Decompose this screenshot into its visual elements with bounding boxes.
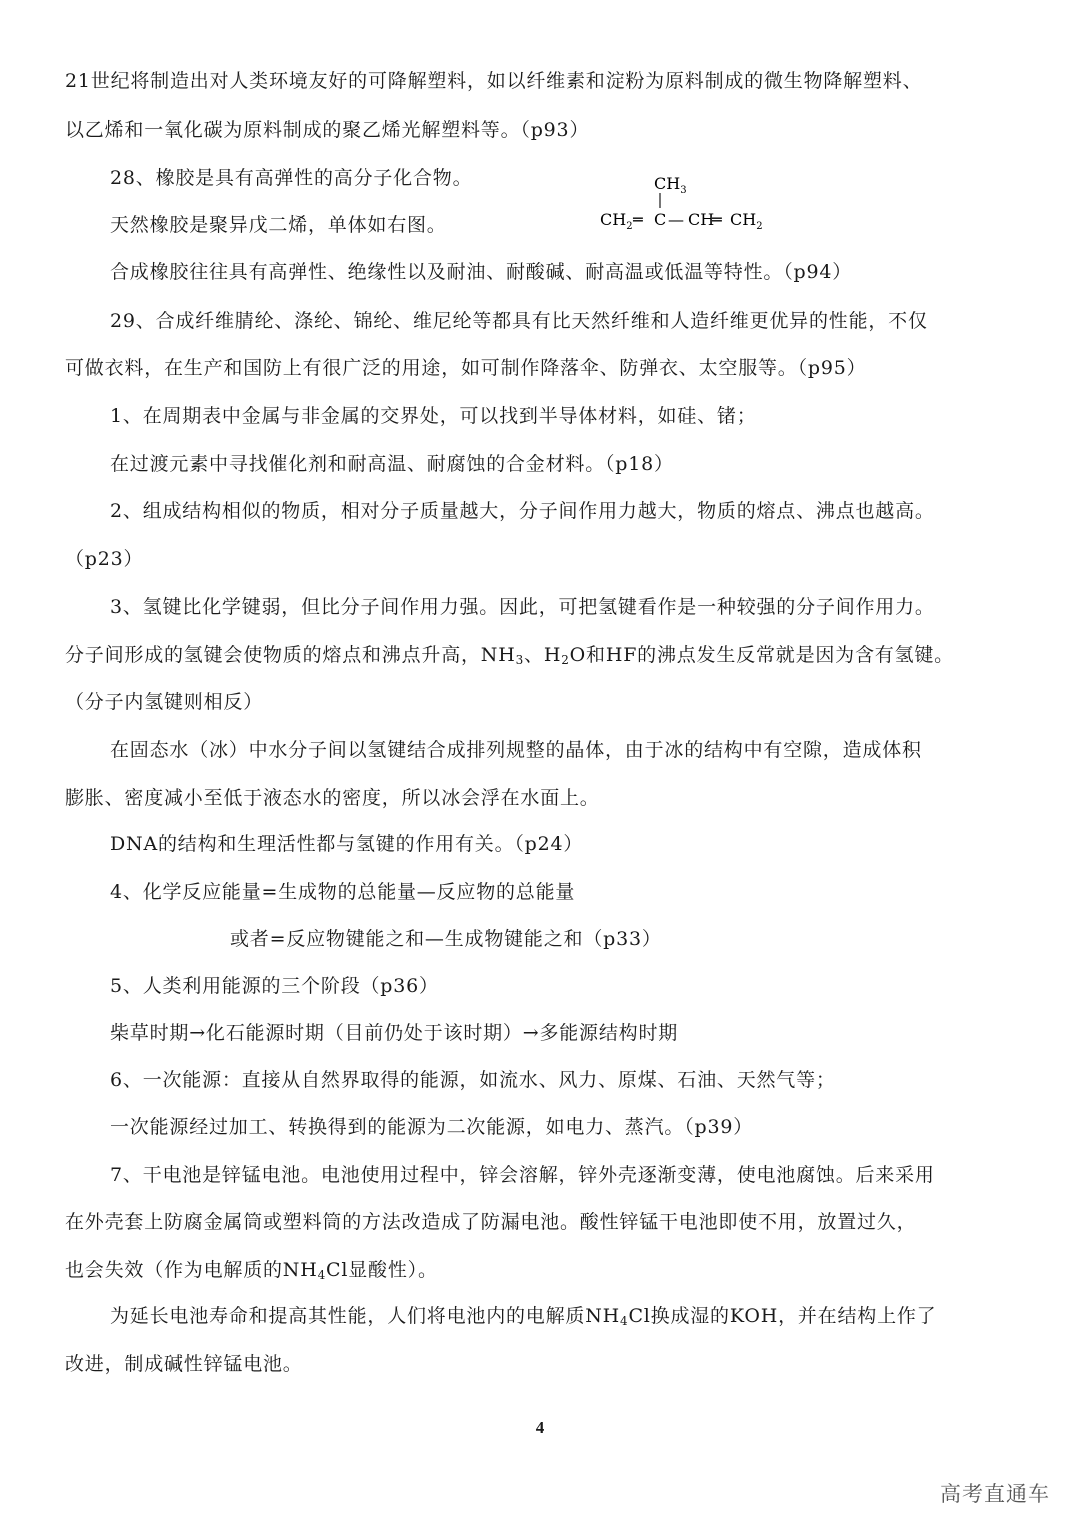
text-line-plastics: 21世纪将制造出对人类环境友好的可降解塑料，如以纤维素和淀粉为原料制成的微生物降解塑料、 xyxy=(65,70,923,92)
ch-group: CH xyxy=(688,210,715,229)
text-line-reaction-energy: 4、化学反应能量=生成物的总能量—反应物的总能量 xyxy=(110,881,576,903)
text-line-dry-battery-nh4cl: 也会失效（作为电解质的$NH_4Cl$显酸性）。 xyxy=(65,1259,438,1282)
double-bond-1: ═ xyxy=(633,210,643,229)
watermark: 高考直通车 xyxy=(940,1482,1050,1506)
text-line-semiconductors: 1、在周期表中金属与非金属的交界处，可以找到半导体材料，如硅、锗； xyxy=(110,405,757,427)
isoprene-structure xyxy=(598,170,768,240)
text-line-intramolecular: （分子内氢键则相反） xyxy=(65,691,264,713)
text-line-secondary-energy: 一次能源经过加工、转换得到的能源为二次能源，如电力、蒸汽。（p39） xyxy=(110,1116,754,1138)
text-line-alkaline: 为延长电池寿命和提高其性能，人们将电池内的电解质$NH_4Cl$换成湿的KOH，并在结构上作了 xyxy=(110,1305,937,1328)
text-line-hydrogen-bond: 3、氢键比化学键弱，但比分子间作用力强。因此，可把氢键看作是一种较强的分子间作用力。 xyxy=(110,596,935,618)
text-line-fibers: 29、合成纤维腈纶、涤纶、锦纶、维尼纶等都具有比天然纤维和人造纤维更优异的性能，不仅 xyxy=(110,310,928,332)
text-line-catalysts: 在过渡元素中寻找催化剂和耐高温、耐腐蚀的合金材料。（p18） xyxy=(110,453,674,475)
text-line-alkaline-cont: 改进，制成碱性锌锰电池。 xyxy=(65,1353,303,1375)
text-line-dna: DNA的结构和生理活性都与氢键的作用有关。（p24） xyxy=(110,833,584,855)
carbon-atom: C xyxy=(654,210,667,229)
page-number: 4 xyxy=(535,1418,545,1437)
text-line-natural-rubber: 天然橡胶是聚异戊二烯，单体如右图。 xyxy=(110,214,447,236)
ch3-group: $CH_3$ xyxy=(654,174,687,196)
text-line-dry-battery-cont: 在外壳套上防腐金属筒或塑料筒的方法改造成了防漏电池。酸性锌锰干电池即使不用，放置过久， xyxy=(65,1211,917,1233)
text-line-energy-stages-list: 柴草时期→化石能源时期（目前仍处于该时期）→多能源结构时期 xyxy=(110,1022,679,1044)
double-bond-2: ═ xyxy=(712,210,722,229)
text-line-p23: （p23） xyxy=(65,548,144,570)
text-line-fibers-cont: 可做衣料，在生产和国防上有很广泛的用途，如可制作降落伞、防弹衣、太空服等。（p95） xyxy=(65,357,867,379)
text-line-energy-stages: 5、人类利用能源的三个阶段（p36） xyxy=(110,975,439,997)
text-line-dry-battery: 7、干电池是锌锰电池。电池使用过程中，锌会溶解，锌外壳逐渐变薄，使电池腐蚀。后来采用 xyxy=(110,1164,935,1186)
single-bond: — xyxy=(668,210,684,229)
text-line-rubber-heading: 28、橡胶是具有高弹性的高分子化合物。 xyxy=(110,167,473,189)
text-line-synthetic-rubber: 合成橡胶往往具有高弹性、绝缘性以及耐油、耐酸碱、耐高温或低温等特性。（p94） xyxy=(110,261,853,283)
text-line-primary-energy: 6、一次能源：直接从自然界取得的能源，如流水、风力、原煤、石油、天然气等； xyxy=(110,1069,836,1091)
ch2-left: $CH_2$ xyxy=(600,210,633,232)
text-line-melting-points: 2、组成结构相似的物质，相对分子质量越大，分子间作用力越大，物质的熔点、沸点也越高。 xyxy=(110,500,935,522)
ch2-right: $CH_2$ xyxy=(730,210,763,232)
text-line-plastics-cont: 以乙烯和一氧化碳为原料制成的聚乙烯光解塑料等。（p93） xyxy=(65,119,590,141)
text-line-ice-cont: 膨胀、密度减小至低于液态水的密度，所以冰会浮在水面上。 xyxy=(65,787,600,809)
text-line-hydrogen-bond-cont: 分子间形成的氢键会使物质的熔点和沸点升高，$NH_3$、$H_2O$和HF的沸点发生反常就是因为含有氢键。 xyxy=(65,644,954,667)
text-line-bond-energy: 或者=反应物键能之和—生成物键能之和（p33） xyxy=(230,928,662,950)
text-line-ice: 在固态水（冰）中水分子间以氢键结合成排列规整的晶体，由于冰的结构中有空隙，造成体积 xyxy=(110,739,922,761)
